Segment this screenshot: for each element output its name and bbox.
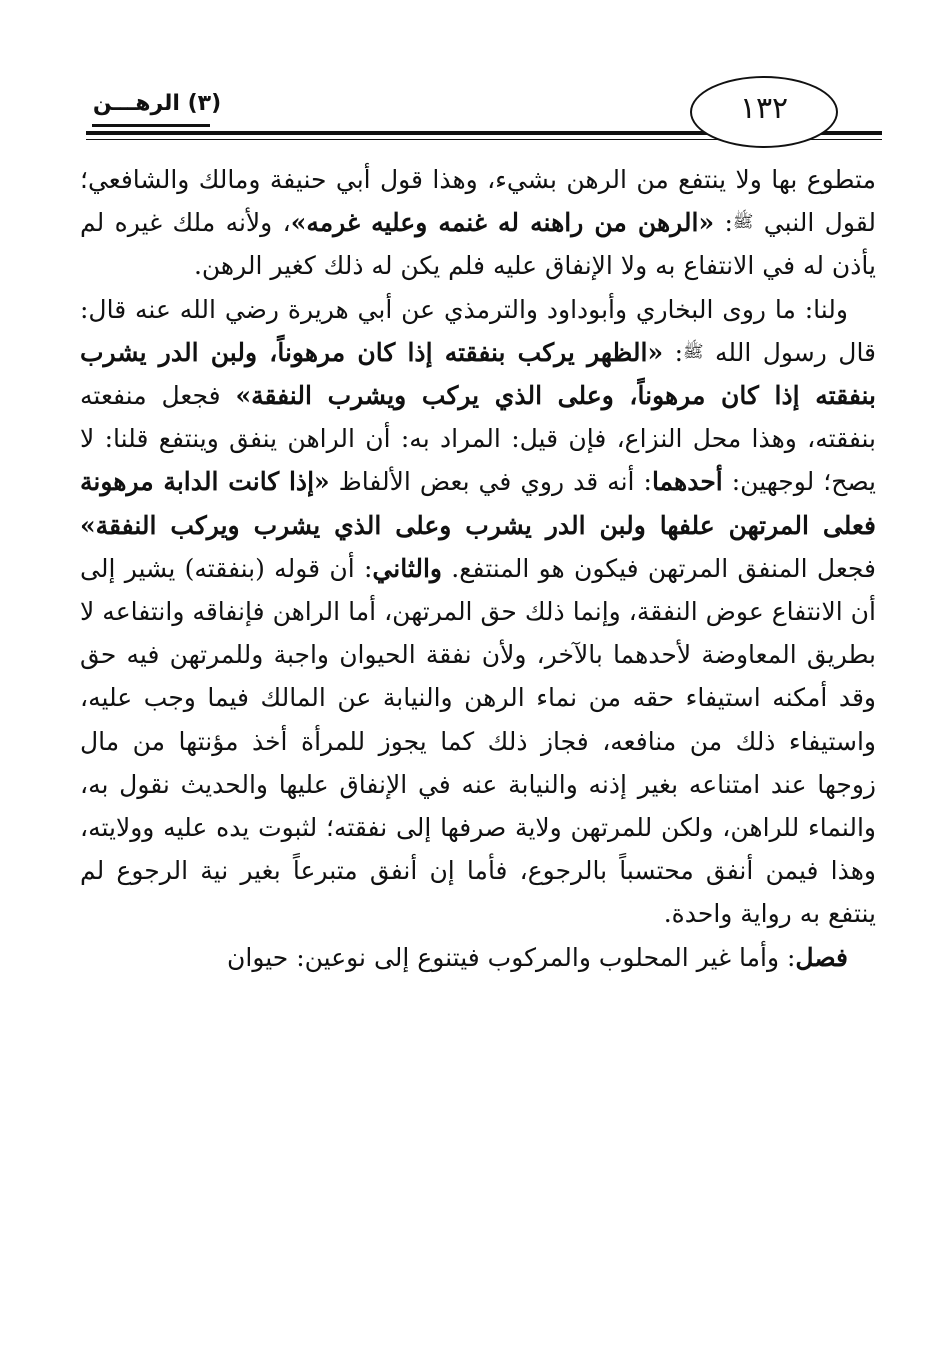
- running-header-chapter-title: (٣) الرهـــن: [92, 91, 222, 116]
- text-run: فجعل منفعته بنفقته، وهذا محل النزاع، فإن قيل: المراد به: أن الراهن ينفق وينتفع قلنا: لا يصح؛ لوجهين:: [80, 381, 876, 497]
- text-run: :: [714, 208, 733, 238]
- text-run: : أنه قد روي في بعض الألفاظ: [329, 467, 652, 497]
- text-run: فجعل المنفق المرتهن فيكون هو المنتفع.: [442, 553, 876, 583]
- paragraph-3: [80, 936, 876, 979]
- text-run: : أن قوله (بنفقته) يشير إلى أن الانتفاع عوض النفقة، وإنما ذلك حق المرتهن، أما الراهن فإنفاقه وانتفاعه لا بطريق المعاوضة لأحدهما بالآخر، ولأن نفقة الحيوان واجبة وللمرتهن فيه حق وقد أمكنه استيفاء حقه من نماء الرهن والنيابة عن المالك فيما وجب عليه، واستيفاء ذلك من منافعه، فجاز ذلك كما يجوز للمرأة أخذ مؤنتها من مال زوجها عند امتناعه بغير إذنه والنيابة عنه في الإنفاق عليها والحديث نقول به، والنماء للراهن، ولكن للمرتهن ولاية صرفها إلى نفقته؛ لثبوت يده عليه وولايته، وهذا فيمن أنفق محتسباً بالرجوع، فأما إن أنفق متبرعاً بغير نية الرجوع لم ينتفع به رواية واحدة.: [80, 553, 876, 929]
- bold-text-run: «إذا كانت الدابة مرهونة فعلى المرتهن علفها ولبن الدر يشرب وعلى الذي يشرب ويركب النفقة»: [80, 467, 876, 540]
- text-run: ، ولأنه ملك غيره لم يأذن له في الانتفاع به ولا الإنفاق عليه فلم يكن له ذلك كغير الرهن.: [80, 208, 876, 281]
- bold-text-run: أحدهما: [651, 467, 723, 497]
- paragraph-2: [80, 288, 876, 936]
- page-number: ١٣٢: [739, 91, 789, 126]
- text-run: : وأما غير المحلوب والمركوب فيتنوع إلى نوعين: حيوان: [227, 942, 796, 972]
- bold-text-run: «الظهر يركب بنفقته إذا كان مرهوناً، ولبن الدر يشرب بنفقته إذا كان مرهوناً، وعلى الذي يركب ويشرب النفقة»: [80, 337, 876, 411]
- honorific-glyph: ﷺ: [732, 212, 754, 233]
- page-number-oval-frame: [690, 76, 838, 148]
- bold-text-run: «الرهن من راهنه له غنمه وعليه غرمه»: [290, 208, 715, 238]
- text-run: متطوع بها ولا ينتفع من الرهن بشيء، وهذا قول أبي حنيفة ومالك والشافعي؛ لقول النبي: [80, 165, 876, 238]
- paragraph-1: [80, 158, 876, 288]
- text-run: ولنا: ما روى البخاري وأبوداود والترمذي عن أبي هريرة رضي الله عنه قال: قال رسول الله: [80, 294, 876, 367]
- bold-text-run: والثاني: [372, 553, 442, 583]
- body-text: [80, 158, 876, 1308]
- honorific-glyph: ﷺ: [683, 341, 704, 362]
- chapter-title-underline: [92, 124, 210, 127]
- bold-text-run: فصل: [795, 942, 848, 972]
- text-run: :: [663, 337, 684, 367]
